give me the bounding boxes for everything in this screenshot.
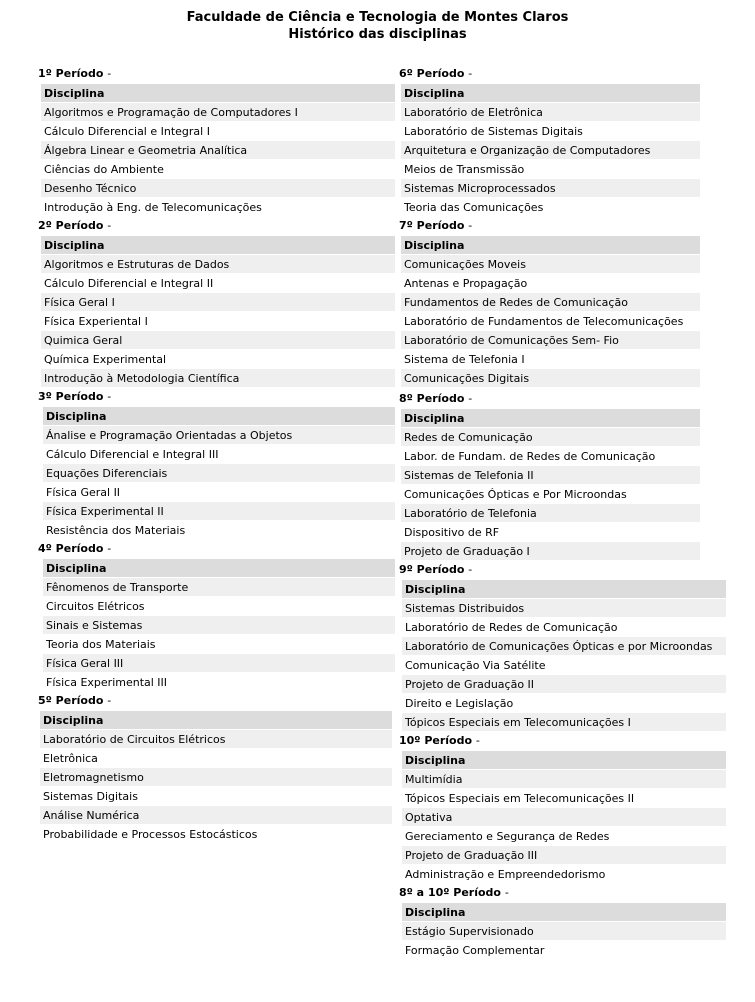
- period-block: [38, 388, 394, 540]
- course-row: Comunicação Via Satélite: [402, 656, 726, 675]
- period-name: 9º Período: [399, 563, 465, 576]
- table-header: Disciplina: [41, 236, 395, 255]
- course-row: Sistemas Distribuidos: [402, 599, 726, 618]
- course-table: [401, 84, 700, 217]
- left-column: [38, 65, 394, 844]
- course-row: Análise Numérica: [40, 806, 392, 825]
- course-row: Teoria dos Materiais: [43, 635, 395, 654]
- course-row: Laboratório de Eletrônica: [401, 103, 700, 122]
- table-header: Disciplina: [402, 903, 726, 922]
- course-row: Sistemas Microprocessados: [401, 179, 700, 198]
- course-row: Sistema de Telefonia I: [401, 350, 700, 369]
- period-dash: -: [107, 542, 112, 555]
- period-dash: -: [107, 67, 112, 80]
- period-dash: -: [107, 694, 112, 707]
- course-row: Redes de Comunicação: [401, 428, 700, 447]
- period-name: 8º a 10º Período: [399, 886, 501, 899]
- period-dash: -: [468, 563, 473, 576]
- table-header: Disciplina: [43, 407, 395, 426]
- course-row: Resistência dos Materiais: [43, 521, 395, 540]
- course-table: [40, 711, 392, 844]
- course-row: Dispositivo de RF: [401, 523, 700, 542]
- period-title: [38, 65, 394, 84]
- course-row: Fundamentos de Redes de Comunicação: [401, 293, 700, 312]
- course-row: Física Geral II: [43, 483, 395, 502]
- period-block: [399, 390, 699, 561]
- course-row: Cálculo Diferencial e Integral I: [41, 122, 395, 141]
- period-name: 10º Período: [399, 734, 473, 747]
- course-row: Ciências do Ambiente: [41, 160, 395, 179]
- period-block: [399, 884, 699, 960]
- page-title: Histórico das disciplinas: [288, 27, 467, 42]
- course-row: Laboratório de Telefonia: [401, 504, 700, 523]
- course-row: Formação Complementar: [402, 941, 726, 960]
- period-dash: -: [107, 390, 112, 403]
- course-row: Física Geral III: [43, 654, 395, 673]
- course-table: [402, 903, 726, 960]
- period-block: [38, 65, 394, 217]
- period-block: [38, 217, 394, 388]
- course-row: Algoritmos e Estruturas de Dados: [41, 255, 395, 274]
- course-row: Ánalise e Programação Orientadas a Objetos: [43, 426, 395, 445]
- page-header: [0, 9, 755, 43]
- period-name: 1º Período: [38, 67, 104, 80]
- period-title: [399, 390, 699, 409]
- course-row: Equações Diferenciais: [43, 464, 395, 483]
- course-table: [41, 84, 395, 217]
- course-row: Física Experimental III: [43, 673, 395, 692]
- period-name: 4º Período: [38, 542, 104, 555]
- period-title: [399, 884, 699, 903]
- period-name: 6º Período: [399, 67, 465, 80]
- course-row: Fênomenos de Transporte: [43, 578, 395, 597]
- course-row: Desenho Técnico: [41, 179, 395, 198]
- period-name: 5º Período: [38, 694, 104, 707]
- period-block: [399, 561, 713, 732]
- course-row: Gereciamento e Segurança de Redes: [402, 827, 726, 846]
- table-header: Disciplina: [40, 711, 392, 730]
- course-row: Comunicações Moveis: [401, 255, 700, 274]
- course-row: Introdução à Eng. de Telecomunicações: [41, 198, 395, 217]
- course-table: [43, 407, 395, 540]
- course-row: Projeto de Graduação II: [402, 675, 726, 694]
- right-column: [399, 65, 713, 960]
- course-row: Eletrônica: [40, 749, 392, 768]
- course-row: Sistemas Digitais: [40, 787, 392, 806]
- course-row: Comunicações Ópticas e Por Microondas: [401, 485, 700, 504]
- course-row: Quimica Geral: [41, 331, 395, 350]
- period-title: [38, 388, 394, 407]
- course-row: Física Experimental II: [43, 502, 395, 521]
- table-header: Disciplina: [402, 751, 726, 770]
- period-block: [38, 540, 394, 692]
- course-row: Tópicos Especiais em Telecomunicações II: [402, 789, 726, 808]
- period-block: [399, 732, 699, 884]
- course-table: [43, 559, 395, 692]
- course-table: [41, 236, 395, 388]
- period-dash: -: [468, 219, 473, 232]
- course-row: Laboratório de Sistemas Digitais: [401, 122, 700, 141]
- course-row: Circuitos Elétricos: [43, 597, 395, 616]
- course-table: [402, 751, 726, 884]
- course-row: Meios de Transmissão: [401, 160, 700, 179]
- course-row: Física Geral I: [41, 293, 395, 312]
- course-row: Optativa: [402, 808, 726, 827]
- course-row: Laboratório de Comunicações Sem- Fio: [401, 331, 700, 350]
- period-block: [399, 65, 699, 217]
- period-title: [399, 217, 699, 236]
- period-dash: -: [468, 392, 473, 405]
- period-dash: -: [468, 67, 473, 80]
- course-row: Laboratório de Redes de Comunicação: [402, 618, 726, 637]
- course-row: Arquitetura e Organização de Computadores: [401, 141, 700, 160]
- table-header: Disciplina: [43, 559, 395, 578]
- period-name: 8º Período: [399, 392, 465, 405]
- course-row: Sistemas de Telefonia II: [401, 466, 700, 485]
- period-dash: -: [107, 219, 112, 232]
- period-title: [38, 217, 394, 236]
- period-block: [399, 217, 699, 388]
- period-title: [38, 692, 394, 711]
- course-row: Direito e Legislação: [402, 694, 726, 713]
- course-row: Sinais e Sistemas: [43, 616, 395, 635]
- period-title: [399, 65, 699, 84]
- course-row: Labor. de Fundam. de Redes de Comunicação: [401, 447, 700, 466]
- course-row: Estágio Supervisionado: [402, 922, 726, 941]
- course-row: Projeto de Graduação I: [401, 542, 700, 561]
- period-title: [399, 561, 699, 580]
- course-row: Multimídia: [402, 770, 726, 789]
- table-header: Disciplina: [402, 580, 726, 599]
- course-row: Física Experiental I: [41, 312, 395, 331]
- course-row: Laboratório de Fundamentos de Telecomunicações: [401, 312, 700, 331]
- period-name: 3º Período: [38, 390, 104, 403]
- course-row: Laboratório de Comunicações Ópticas e por Microondas: [402, 637, 726, 656]
- course-table: [401, 409, 700, 561]
- course-row: Introdução à Metodologia Científica: [41, 369, 395, 388]
- table-header: Disciplina: [401, 409, 700, 428]
- course-row: Teoria das Comunicações: [401, 198, 700, 217]
- table-header: Disciplina: [401, 236, 700, 255]
- period-dash: -: [504, 886, 509, 899]
- course-row: Laboratório de Circuitos Elétricos: [40, 730, 392, 749]
- course-row: Antenas e Propagação: [401, 274, 700, 293]
- course-row: Tópicos Especiais em Telecomunicações I: [402, 713, 726, 732]
- course-row: Eletromagnetismo: [40, 768, 392, 787]
- course-row: Comunicações Digitais: [401, 369, 700, 388]
- course-row: Probabilidade e Processos Estocásticos: [40, 825, 392, 844]
- course-table: [401, 236, 700, 388]
- course-row: Algoritmos e Programação de Computadores I: [41, 103, 395, 122]
- period-title: [38, 540, 394, 559]
- period-name: 2º Período: [38, 219, 104, 232]
- course-row: Química Experimental: [41, 350, 395, 369]
- period-name: 7º Período: [399, 219, 465, 232]
- course-row: Projeto de Graduação III: [402, 846, 726, 865]
- course-row: Cálculo Diferencial e Integral III: [43, 445, 395, 464]
- course-row: Álgebra Linear e Geometria Analítica: [41, 141, 395, 160]
- course-row: Administração e Empreendedorismo: [402, 865, 726, 884]
- table-header: Disciplina: [401, 84, 700, 103]
- course-table: [402, 580, 726, 732]
- table-header: Disciplina: [41, 84, 395, 103]
- period-block: [38, 692, 394, 844]
- period-dash: -: [475, 734, 480, 747]
- period-title: [399, 732, 699, 751]
- course-row: Cálculo Diferencial e Integral II: [41, 274, 395, 293]
- institution-name: Faculdade de Ciência e Tecnologia de Montes Claros: [186, 10, 569, 25]
